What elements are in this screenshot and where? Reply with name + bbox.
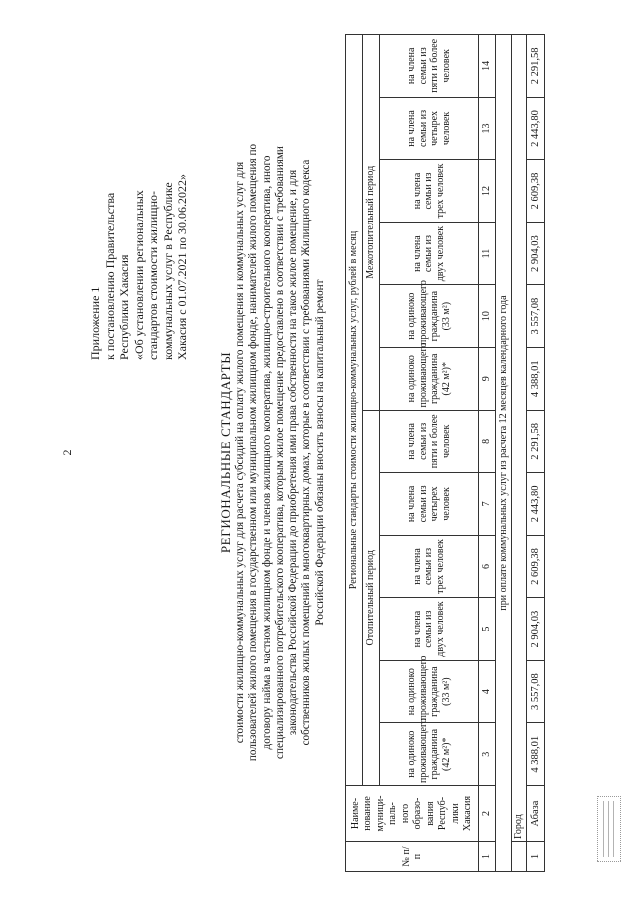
column-number: 11 [479,222,496,285]
value-cell: 2 904,03 [527,222,545,285]
column-number: 14 [479,35,496,98]
appendix-line: стандартов стоимости жилищно- [146,191,160,360]
intro-line: пользователей жилого помещения в государственном или муниципальном жилищном фонде, нанимателей жилого помещения по [247,143,260,762]
value-cell: 2 609,38 [527,160,545,223]
table-row [527,35,545,872]
column-header: на одиноко проживающего гражданина (33 м²) [380,660,479,723]
page-number: 2 [60,449,74,456]
column-number: 9 [479,347,496,410]
column-header: на члена семьи из трех человек [380,535,479,598]
stamp-mark [597,796,621,862]
col-name-header: Наиме- нование муници- паль- ного образо- вания Респуб- лики Хакасия [346,786,479,842]
city-label: Город [512,35,527,842]
value-cell: 2 443,80 [527,473,545,536]
column-header: на члена семьи из двух человек [380,222,479,285]
value-cell: 2 904,03 [527,598,545,661]
column-number: 8 [479,410,496,473]
column-number: 12 [479,160,496,223]
appendix-line: «Об установлении региональных [131,190,146,360]
payment-note: при оплате коммунальных услуг из расчета 12 месяцев календарного года [496,35,512,872]
super-header: Региональные стандарты стоимости жилищно-коммунальных услуг, рублей в месяц [346,35,363,786]
city-spacer [512,842,527,872]
value-cell: 2 443,80 [527,97,545,160]
column-header: на члена семьи из пяти и более человек [380,410,479,473]
appendix-line: Приложение 1 [88,286,102,360]
value-cell: 4 388,01 [527,723,545,786]
standards-table [345,34,545,872]
document-intro [234,40,327,865]
column-header: на члена семьи из трех человек [380,160,479,223]
intro-line: стоимости жилищно-коммунальных услуг для расчета субсидий на оплату жилого помещения и коммунальных услуг для [234,161,246,744]
column-header: на члена семьи из четырех человек [380,473,479,536]
column-header: на члена семьи из четырех человек [380,97,479,160]
row-number: 1 [527,842,545,872]
intro-line: Российской Федерации обязаны вносить взносы на капитальный ремонт [313,279,326,626]
column-number: 10 [479,285,496,348]
intro-line: специализированного потребительского кооператива, которым жилое помещение предоставлено в соответствии с требованиями [273,146,286,759]
period-heating-header: Отопительный период [363,410,380,785]
intro-line: законодательства Российской Федерации до приобретения ими права собственности на такое жилое помещение, и для [287,169,300,736]
value-cell: 4 388,01 [527,347,545,410]
appendix-note [88,105,190,360]
document-title: РЕГИОНАЛЬНЫЕ СТАНДАРТЫ [218,351,233,554]
column-header: на одиноко проживающего гражданина (42 м²)* [380,347,479,410]
value-cell: 3 557,08 [527,285,545,348]
period-interheating-header: Межотопительный период [363,35,380,411]
appendix-line: Республики Хакасия [117,254,131,360]
column-number: 13 [479,97,496,160]
value-cell: 2 291,58 [527,410,545,473]
col-no-header: № п/п [346,842,479,872]
column-number: 6 [479,535,496,598]
column-header: на члена семьи из двух человек [380,598,479,661]
row-name: Абаза [527,786,545,842]
appendix-line: Хакасия с 01.07.2021 по 30.06.2022» [175,174,189,360]
column-number: 3 [479,723,496,786]
column-number: 2 [479,786,496,842]
column-number: 4 [479,660,496,723]
column-number: 1 [479,842,496,872]
column-header: на одиноко проживающего гражданина (33 м²) [380,285,479,348]
column-number: 7 [479,473,496,536]
appendix-line: коммунальных услуг в Республике [160,182,175,360]
column-number: 5 [479,598,496,661]
intro-line: собственников жилых помещений в многоквартирных домах, которые в соответствии с требованиями Жилищного кодекса [300,159,313,746]
value-cell: 2 609,38 [527,535,545,598]
value-cell: 3 557,08 [527,660,545,723]
intro-line: договору найма в частном жилищном фонде и членов жилищного кооператива, жилищно-строительного кооператива, иного [260,155,273,750]
appendix-line: к постановлению Правительства [102,192,117,360]
value-cell: 2 291,58 [527,35,545,98]
column-header: на члена семьи из пяти и более человек [380,35,479,98]
column-header: на одиноко проживающего гражданина (42 м²)* [380,723,479,786]
